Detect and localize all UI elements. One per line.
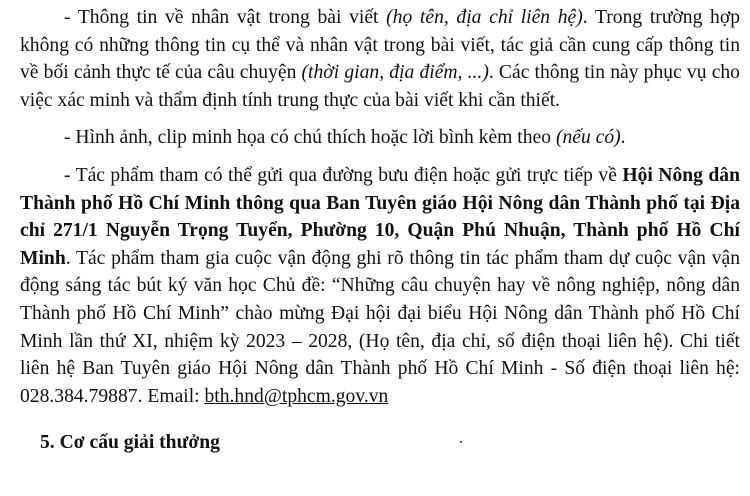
text-run: - Thông tin về nhân vật trong bài viết	[64, 7, 387, 28]
italic-run: (họ tên, địa chỉ liên hệ)	[386, 7, 583, 28]
text-run: - Tác phẩm tham có thể gửi qua đường bưu điện hoặc gửi trực tiếp về	[64, 164, 623, 186]
scan-speck	[460, 441, 462, 443]
text-run: . Tác phẩm tham gia cuộc vận động ghi rõ thông tin tác phẩm tham dự cuộc vận vận động sáng tác bút ký văn học Chủ đề: “Những câu chuyện hay về nông nghiệp, nông dân Thành phố Hồ Chí Minh” chào mừng Đại hội đại biểu Hội Nông dân Thành phố Hồ Chí Minh lần thứ XI, nhiệm kỳ 2023 – 2028, (Họ tên, địa chỉ, số điện thoại liên hệ). Chi tiết liên hệ Ban Tuyên giáo Hội Nông dân Thành phố Hồ Chí Minh - Số điện thoại liên hệ: 028.384.79887. Email:	[20, 247, 740, 407]
bold-address-run: Hội Nông dân Thành phố Hồ Chí Minh thông qua Ban Tuyên giáo Hội Nông dân Thành phố tại Địa chỉ 271/1 Nguyễn Trọng Tuyển, Phường 10, Quận Phú Nhuận, Thành phố Hồ Chí Minh	[20, 164, 740, 269]
text-run: . Trong trường hợp không có những thông tin cụ thể và nhân vật trong bài viết, tác giả cần cung cấp thông tin về bối cảnh thực tế của câu chuyện	[20, 7, 741, 84]
section-heading: 5. Cơ cấu giải thưởng	[40, 432, 220, 453]
email-link[interactable]: bth.hnd@tphcm.gov.vn	[204, 385, 389, 407]
document-body	[20, 4, 740, 410]
paragraph-submission	[20, 162, 740, 410]
italic-run: (nếu có)	[555, 127, 621, 149]
italic-run: (thời gian, địa điểm, ...)	[301, 62, 489, 84]
text-run: - Hình ảnh, clip minh họa có chú thích hoặc lời bình kèm theo	[64, 127, 556, 149]
text-run: .	[620, 127, 626, 149]
text-run: . Các thông tin này phục vụ cho việc xác minh và thẩm định tính trung thực của bài viết khi cần thiết.	[20, 62, 740, 111]
paragraph-character-info	[20, 4, 740, 114]
paragraph-images	[20, 124, 740, 152]
